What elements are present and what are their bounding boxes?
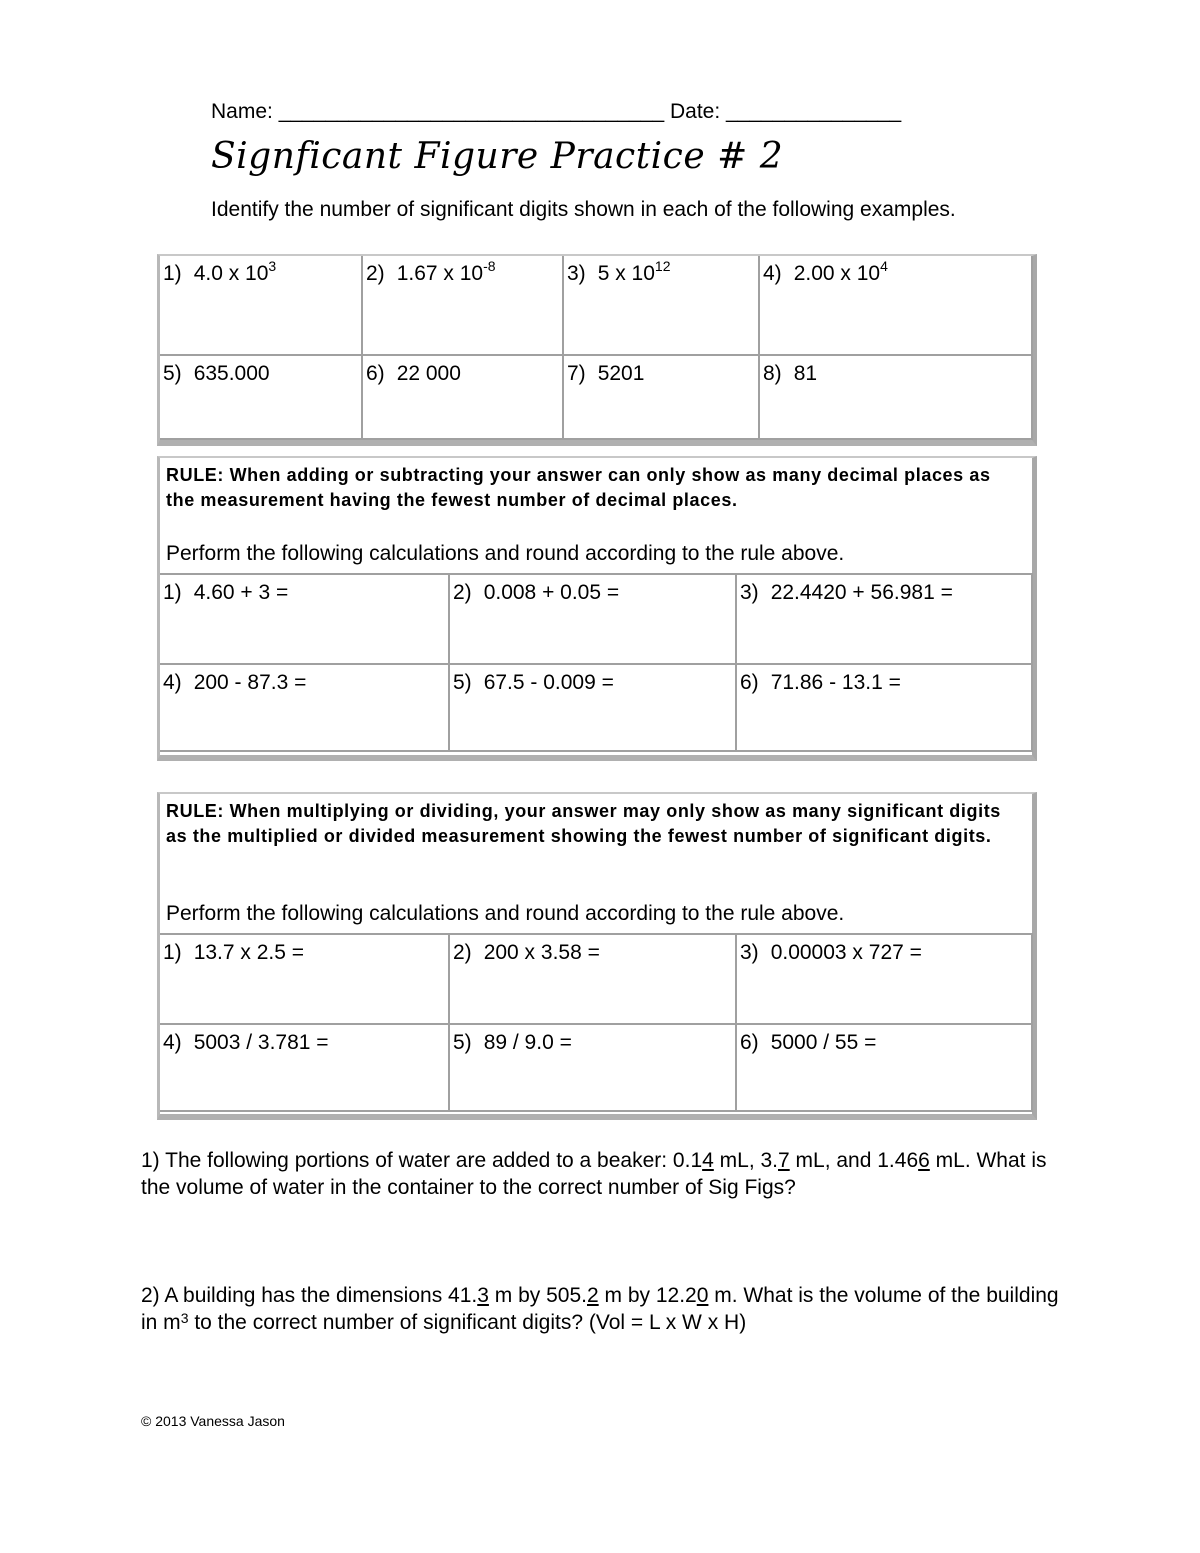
calc-cell [160, 935, 450, 1025]
calc-cell [737, 575, 1033, 665]
calc-cell [450, 1025, 737, 1112]
item-number: 3) [740, 941, 759, 964]
item-expression: 0.008 + 0.05 = [483, 581, 620, 604]
word-problem-1 [141, 1147, 1051, 1201]
calc-cell [160, 575, 450, 665]
date-label: Date: [669, 100, 721, 123]
item-number: 6) [366, 362, 385, 385]
item-number: 2) [453, 941, 472, 964]
item-value: 4.0 x 10 [193, 262, 269, 285]
calc-cell [737, 665, 1033, 752]
q1-text-d: mL. What is the volume of water in the container to the correct number of Sig Figs? [141, 1149, 1047, 1199]
item-number: 1) [163, 262, 182, 285]
item-value: 2.00 x 10 [793, 262, 881, 285]
item-number: 4) [163, 671, 182, 694]
q2-text-c: m by 12.2 [598, 1284, 697, 1307]
item-value: 81 [793, 362, 818, 385]
item-expression: 5003 / 3.781 = [193, 1031, 329, 1054]
item-expression: 67.5 - 0.009 = [483, 671, 614, 694]
date-blank: _______________ [726, 100, 902, 123]
item-value: 22 000 [396, 362, 461, 385]
page-title: Signficant Figure Practice # 2 [211, 136, 784, 177]
item-value: 5201 [597, 362, 645, 385]
q2-text-a: 2) A building has the dimensions 41. [141, 1284, 478, 1307]
item-exponent: 3 [268, 258, 277, 274]
section2-instructions: Perform the following calculations and round according to the rule above. [166, 542, 845, 565]
item-value: 5 x 10 [597, 262, 655, 285]
q1-text-a: 1) The following portions of water are added to a beaker: 0.1 [141, 1149, 703, 1172]
item-number: 5) [453, 1031, 472, 1054]
section1-box [157, 254, 1037, 446]
section2-box [157, 456, 1037, 761]
item-expression: 22.4420 + 56.981 = [770, 581, 953, 604]
calc-cell [450, 575, 737, 665]
calc-cell [160, 665, 450, 752]
sigfig-cell [363, 256, 564, 356]
q2-underlined-digit: 0 [696, 1284, 709, 1307]
item-expression: 200 x 3.58 = [483, 941, 600, 964]
item-expression: 13.7 x 2.5 = [193, 941, 305, 964]
calc-cell [450, 935, 737, 1025]
item-number: 5) [453, 671, 472, 694]
calc-cell [160, 1025, 450, 1112]
name-label: Name: [211, 100, 273, 123]
item-number: 4) [163, 1031, 182, 1054]
item-number: 1) [163, 941, 182, 964]
item-exponent: 4 [880, 258, 888, 274]
rule-add-subtract: RULE: When adding or subtracting your answer can only show as many decimal places as the measurement having the fewest number of decimal places. [166, 465, 991, 510]
q2-text-d: m. What is the volume of the building in m [141, 1284, 1059, 1334]
section3-grid [160, 933, 1033, 1112]
item-number: 2) [453, 581, 472, 604]
q1-underlined-digit: 6 [918, 1149, 930, 1172]
sigfig-cell [760, 256, 1033, 356]
q2-superscript: 3 [180, 1310, 189, 1326]
name-date-line [211, 100, 901, 124]
item-expression: 5000 / 55 = [770, 1031, 877, 1054]
item-number: 6) [740, 671, 759, 694]
section3-instructions: Perform the following calculations and round according to the rule above. [166, 902, 845, 925]
q2-text-e: to the correct number of significant digits? (Vol = L x W x H) [188, 1311, 747, 1334]
rule-multiply-divide: RULE: When multiplying or dividing, your answer may only show as many significant digits as the multiplied or divided measurement showing the fewest number of significant digits. [166, 801, 1001, 846]
sigfig-cell [760, 356, 1033, 440]
section3-box [157, 792, 1037, 1120]
item-expression: 4.60 + 3 = [193, 581, 289, 604]
q1-text-c: mL, and 1.46 [789, 1149, 919, 1172]
instructions: Identify the number of significant digits shown in each of the following examples. [211, 198, 956, 221]
item-number: 3) [567, 262, 586, 285]
q1-underlined-digit: 7 [778, 1149, 790, 1172]
item-number: 2) [366, 262, 385, 285]
item-exponent: 12 [654, 258, 671, 274]
item-expression: 89 / 9.0 = [483, 1031, 572, 1054]
word-problem-2 [141, 1282, 1061, 1336]
item-number: 1) [163, 581, 182, 604]
section2-grid [160, 573, 1033, 752]
sigfig-cell [564, 356, 760, 440]
calc-cell [737, 1025, 1033, 1112]
item-exponent: -8 [483, 258, 496, 274]
item-number: 5) [163, 362, 182, 385]
name-blank: _________________________________ [278, 100, 665, 123]
item-value: 635.000 [193, 362, 270, 385]
q1-underlined-digit: 4 [702, 1149, 714, 1172]
sigfig-cell [363, 356, 564, 440]
item-number: 4) [763, 262, 782, 285]
q2-underlined-digit: 3 [477, 1284, 489, 1307]
copyright: © 2013 Vanessa Jason [141, 1413, 285, 1429]
item-number: 8) [763, 362, 782, 385]
item-number: 3) [740, 581, 759, 604]
item-number: 6) [740, 1031, 759, 1054]
calc-cell [450, 665, 737, 752]
item-expression: 71.86 - 13.1 = [770, 671, 901, 694]
item-expression: 200 - 87.3 = [193, 671, 307, 694]
item-number: 7) [567, 362, 586, 385]
q1-text-b: mL, 3. [713, 1149, 779, 1172]
section1-grid [160, 256, 1033, 440]
sigfig-cell [160, 356, 363, 440]
item-expression: 0.00003 x 727 = [770, 941, 922, 964]
calc-cell [737, 935, 1033, 1025]
sigfig-cell [564, 256, 760, 356]
item-value: 1.67 x 10 [396, 262, 484, 285]
sigfig-cell [160, 256, 363, 356]
q2-text-b: m by 505. [488, 1284, 587, 1307]
q2-underlined-digit: 2 [586, 1284, 599, 1307]
